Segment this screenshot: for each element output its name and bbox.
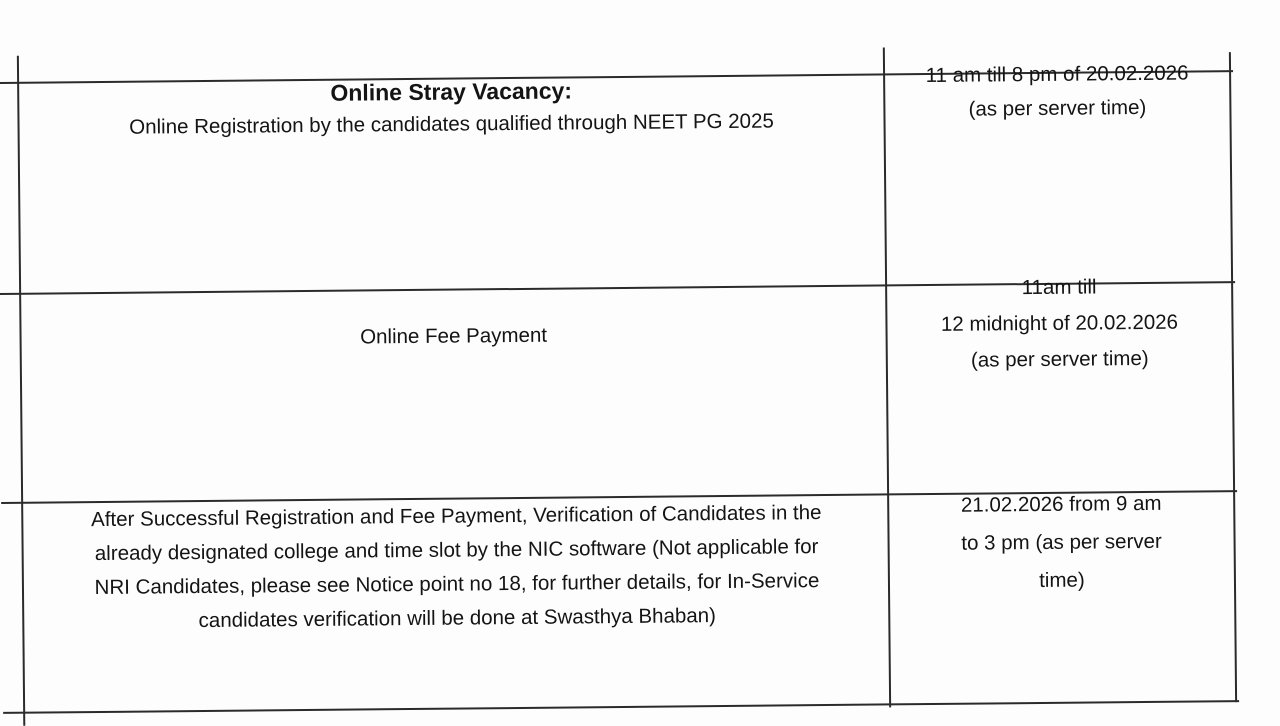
row-2-schedule <box>889 268 1230 379</box>
row-3-line-2: already designated college and time slot by the NIC software (Not applicable for <box>94 535 819 566</box>
row-3-line-1: After Successful Registration and Fee Payment, Verification of Candidates in the <box>90 501 822 532</box>
row-3-schedule <box>891 484 1232 601</box>
row-1-event <box>21 69 882 145</box>
row-1-schedule-line-1: 11 am till 8 pm of 20.02.2026 <box>925 61 1189 88</box>
row-1-title: Online Stray Vacancy: <box>330 77 573 106</box>
row-3-event <box>23 495 890 639</box>
row-3-line-4: candidates verification will be done at Swasthya Bhaban) <box>198 604 717 633</box>
row-3-schedule-line-2: to 3 pm (as per server <box>961 529 1162 555</box>
row-3-line-3: NRI Candidates, please see Notice point no 18, for further details, for In-Service <box>94 569 820 600</box>
row-1-schedule-line-2: (as per server time) <box>968 95 1147 121</box>
row-2-description: Online Fee Payment <box>360 323 548 349</box>
row-3-schedule-line-3: time) <box>1039 568 1085 592</box>
row-2-schedule-line-2: 12 midnight of 20.02.2026 <box>940 310 1179 336</box>
row-1-schedule <box>887 56 1228 127</box>
table-border-right <box>1229 52 1237 702</box>
row-2-schedule-line-1: 11am till <box>1021 275 1097 300</box>
row-2-event <box>23 315 883 357</box>
row-3-schedule-line-1: 21.02.2026 from 9 am <box>960 491 1162 517</box>
table-border-bottom <box>3 700 1239 714</box>
row-2-schedule-line-3: (as per server time) <box>970 346 1149 372</box>
row-1-description: Online Registration by the candidates qualified through NEET PG 2025 <box>129 109 774 139</box>
